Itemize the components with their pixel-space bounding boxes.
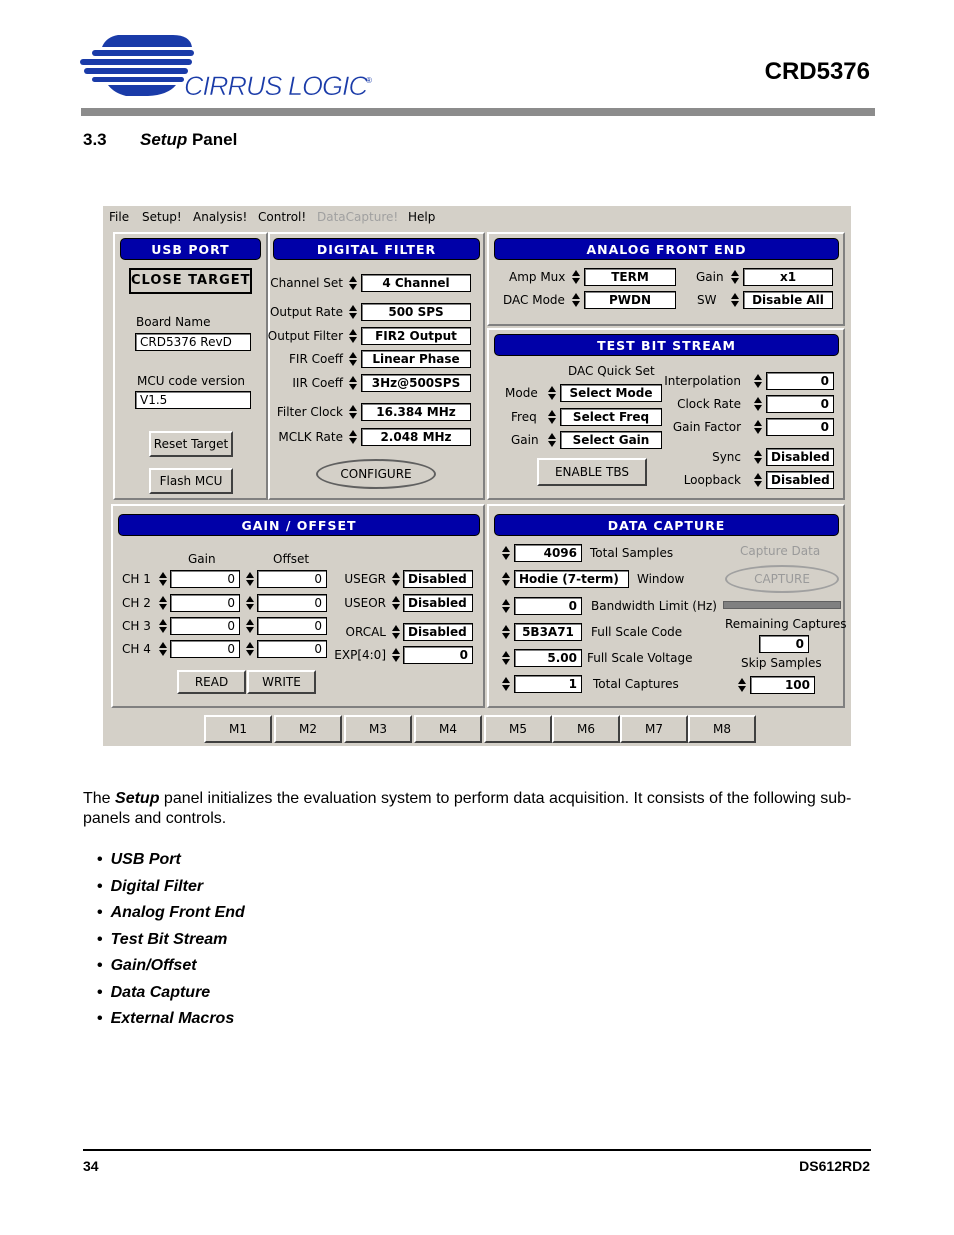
skip-samples-label: Skip Samples <box>741 656 822 670</box>
section-number: 3.3 <box>83 130 107 149</box>
exp-label: EXP[4:0] <box>334 648 386 662</box>
dac-mode-label: DAC Mode <box>503 293 565 307</box>
remaining-captures-label: Remaining Captures <box>725 617 847 631</box>
tbs-freq-field[interactable]: Select Freq <box>560 408 662 426</box>
mclk-rate-spinner[interactable] <box>348 428 359 446</box>
ch4-gain-field[interactable]: 0 <box>170 640 240 658</box>
tbs-mode-field[interactable]: Select Mode <box>560 384 662 402</box>
exp-spinner[interactable] <box>391 646 402 664</box>
test-bit-stream-panel <box>487 328 845 500</box>
useor-spinner[interactable] <box>391 594 402 612</box>
bandwidth-spinner[interactable] <box>501 597 512 615</box>
ch1-offset-field[interactable]: 0 <box>257 570 327 588</box>
tbs-mode-spinner[interactable] <box>547 384 558 402</box>
usegr-label: USEGR <box>344 572 386 586</box>
full-scale-code-spinner[interactable] <box>501 623 512 641</box>
orcal-field[interactable]: Disabled <box>403 623 473 641</box>
orcal-label: ORCAL <box>345 625 386 639</box>
total-captures-label: Total Captures <box>593 677 679 691</box>
ch2-offset-field[interactable]: 0 <box>257 594 327 612</box>
macro-m4-button[interactable]: M4 <box>414 715 482 743</box>
filter-clock-label: Filter Clock <box>276 405 343 419</box>
ch1-gain-spinner[interactable] <box>158 570 169 588</box>
footer-rule <box>83 1149 871 1151</box>
flash-mcu-button[interactable]: Flash MCU <box>149 468 233 494</box>
menu-analysis[interactable]: Analysis! <box>193 210 248 224</box>
read-button[interactable]: READ <box>177 670 246 694</box>
usegr-spinner[interactable] <box>391 570 402 588</box>
full-scale-code-field[interactable]: 5B3A71 <box>514 623 582 641</box>
menu-bar <box>103 206 851 228</box>
gain-offset-title: GAIN / OFFSET <box>118 514 480 536</box>
reset-target-button[interactable]: Reset Target <box>149 431 233 457</box>
full-scale-voltage-label: Full Scale Voltage <box>587 651 693 665</box>
section-title: Setup Panel <box>140 130 238 149</box>
fir-coeff-spinner[interactable] <box>348 350 359 368</box>
tbs-gain-label: Gain <box>511 433 539 447</box>
sync-field[interactable]: Disabled <box>766 448 834 466</box>
amp-mux-field[interactable]: TERM <box>584 268 676 286</box>
output-rate-field[interactable]: 500 SPS <box>361 303 471 321</box>
analog-front-end-panel <box>487 232 845 326</box>
mclk-rate-field[interactable]: 2.048 MHz <box>361 428 471 446</box>
window-label: Window <box>637 572 685 586</box>
ch2-gain-spinner[interactable] <box>158 594 169 612</box>
output-rate-spinner[interactable] <box>348 303 359 321</box>
macro-m7-button[interactable]: M7 <box>620 715 688 743</box>
dac-mode-spinner[interactable] <box>571 291 582 309</box>
offset-column-header: Offset <box>273 552 310 566</box>
afe-gain-field[interactable]: x1 <box>743 268 833 286</box>
ch3-gain-spinner[interactable] <box>158 617 169 635</box>
doc-title: CRD5376 <box>764 58 870 85</box>
tbs-gain-spinner[interactable] <box>547 431 558 449</box>
channel-set-field[interactable]: 4 Channel <box>361 274 471 292</box>
menu-datacapture: DataCapture! <box>317 210 399 224</box>
sync-spinner[interactable] <box>753 448 764 466</box>
configure-button[interactable]: CONFIGURE <box>316 459 436 489</box>
list-item: • Data Capture <box>97 983 211 1001</box>
orcal-spinner[interactable] <box>391 623 402 641</box>
ch3-label: CH 3 <box>122 619 151 633</box>
total-samples-field[interactable]: 4096 <box>514 544 582 562</box>
window-field[interactable]: Hodie (7-term) <box>514 570 629 588</box>
interpolation-label: Interpolation <box>664 374 741 388</box>
ch1-label: CH 1 <box>122 572 151 586</box>
output-filter-label: Output Filter <box>267 329 343 343</box>
interpolation-spinner[interactable] <box>753 372 764 390</box>
mclk-rate-label: MCLK Rate <box>278 430 343 444</box>
header-rule <box>81 108 875 116</box>
menu-file[interactable]: File <box>109 210 130 224</box>
capture-progress-bar <box>723 601 841 609</box>
fir-coeff-label: FIR Coeff <box>289 352 343 366</box>
loopback-field[interactable]: Disabled <box>766 471 834 489</box>
macro-m3-button[interactable]: M3 <box>344 715 412 743</box>
ch3-gain-field[interactable]: 0 <box>170 617 240 635</box>
mcu-version-label: MCU code version <box>137 374 246 388</box>
gain-column-header: Gain <box>188 552 216 566</box>
list-item: • Test Bit Stream <box>97 930 228 948</box>
output-filter-spinner[interactable] <box>348 327 359 345</box>
interpolation-field[interactable]: 0 <box>766 372 834 390</box>
close-target-button[interactable]: CLOSE TARGET <box>129 268 252 294</box>
logo-text: CIRRUS LOGIC <box>184 71 368 101</box>
macro-m1-button[interactable]: M1 <box>204 715 272 743</box>
dac-mode-field[interactable]: PWDN <box>584 291 676 309</box>
list-item: • External Macros <box>97 1010 235 1027</box>
sw-field[interactable]: Disable All <box>743 291 833 309</box>
exp-field[interactable]: 0 <box>403 646 473 664</box>
ch2-label: CH 2 <box>122 596 151 610</box>
macro-m5-button[interactable]: M5 <box>484 715 552 743</box>
useor-label: USEOR <box>344 596 386 610</box>
iir-coeff-label: IIR Coeff <box>292 376 343 390</box>
full-scale-voltage-field[interactable]: 5.00 <box>514 649 582 667</box>
menu-setup[interactable]: Setup! <box>142 210 182 224</box>
total-captures-spinner[interactable] <box>501 675 512 693</box>
ch4-gain-spinner[interactable] <box>158 640 169 658</box>
tbs-gain-field[interactable]: Select Gain <box>560 431 662 449</box>
capture-data-label: Capture Data <box>740 544 821 558</box>
svg-text:®: ® <box>366 76 372 85</box>
gain-offset-panel <box>111 504 485 708</box>
ch4-offset-spinner[interactable] <box>245 640 256 658</box>
sw-spinner[interactable] <box>730 291 741 309</box>
list-item: • Digital Filter <box>97 877 204 895</box>
bandwidth-label: Bandwidth Limit (Hz) <box>591 599 717 613</box>
write-button[interactable]: WRITE <box>247 670 316 694</box>
ch2-offset-spinner[interactable] <box>245 594 256 612</box>
ch1-gain-field[interactable]: 0 <box>170 570 240 588</box>
filter-clock-spinner[interactable] <box>348 403 359 421</box>
logo-swoosh-icon <box>78 33 378 103</box>
ch4-label: CH 4 <box>122 642 151 656</box>
clock-rate-spinner[interactable] <box>753 395 764 413</box>
channel-set-label: Channel Set <box>270 276 343 290</box>
ch2-gain-field[interactable]: 0 <box>170 594 240 612</box>
afe-gain-label: Gain <box>696 270 724 284</box>
setup-panel-window <box>103 206 851 746</box>
list-item: • Analog Front End <box>97 904 245 921</box>
gain-factor-spinner[interactable] <box>753 418 764 436</box>
channel-set-spinner[interactable] <box>348 274 359 292</box>
gain-factor-label: Gain Factor <box>672 420 741 434</box>
output-filter-field[interactable]: FIR2 Output <box>361 327 471 345</box>
loopback-spinner[interactable] <box>753 471 764 489</box>
tbs-freq-spinner[interactable] <box>547 408 558 426</box>
dac-quick-set-label: DAC Quick Set <box>568 364 655 378</box>
clock-rate-field[interactable]: 0 <box>766 395 834 413</box>
data-capture-panel <box>487 504 845 708</box>
skip-samples-spinner[interactable] <box>737 676 748 694</box>
list-item: • USB Port <box>97 851 181 868</box>
usegr-field[interactable]: Disabled <box>403 570 473 588</box>
tbs-mode-label: Mode <box>505 386 538 400</box>
capture-button: CAPTURE <box>725 565 839 593</box>
usb-port-title: USB PORT <box>120 238 261 260</box>
ch3-offset-spinner[interactable] <box>245 617 256 635</box>
macro-m8-button[interactable]: M8 <box>688 715 756 743</box>
macro-m2-button[interactable]: M2 <box>274 715 342 743</box>
menu-help[interactable]: Help <box>408 210 436 224</box>
doc-id: DS612RD2 <box>799 1158 870 1174</box>
page-number: 34 <box>83 1158 99 1174</box>
enable-tbs-button[interactable]: ENABLE TBS <box>537 458 647 486</box>
digital-filter-panel <box>268 232 485 500</box>
full-scale-code-label: Full Scale Code <box>591 625 683 639</box>
macro-m6-button[interactable]: M6 <box>552 715 620 743</box>
digital-filter-title: DIGITAL FILTER <box>273 238 480 260</box>
board-name-label: Board Name <box>136 315 211 329</box>
analog-front-end-title: ANALOG FRONT END <box>494 238 839 260</box>
test-bit-stream-title: TEST BIT STREAM <box>494 334 839 356</box>
clock-rate-label: Clock Rate <box>677 397 741 411</box>
total-samples-spinner[interactable] <box>501 544 512 562</box>
skip-samples-field[interactable]: 100 <box>750 676 815 694</box>
ch3-offset-field[interactable]: 0 <box>257 617 327 635</box>
fir-coeff-field[interactable]: Linear Phase <box>361 350 471 368</box>
bandwidth-field[interactable]: 0 <box>514 597 582 615</box>
useor-field[interactable]: Disabled <box>403 594 473 612</box>
amp-mux-spinner[interactable] <box>571 268 582 286</box>
tbs-freq-label: Freq <box>511 410 537 424</box>
list-item: • Gain/Offset <box>97 957 197 974</box>
menu-control[interactable]: Control! <box>258 210 307 224</box>
output-rate-label: Output Rate <box>269 305 343 319</box>
intro-paragraph: The Setup panel initializes the evaluation system to perform data acquisition. It consists of the following sub-panels and controls. <box>83 790 852 827</box>
total-captures-field[interactable]: 1 <box>514 675 582 693</box>
full-scale-voltage-spinner[interactable] <box>501 649 512 667</box>
ch4-offset-field[interactable]: 0 <box>257 640 327 658</box>
loopback-label: Loopback <box>683 473 741 487</box>
company-logo <box>78 33 378 103</box>
window-spinner[interactable] <box>501 570 512 588</box>
afe-gain-spinner[interactable] <box>730 268 741 286</box>
iir-coeff-field[interactable]: 3Hz@500SPS <box>361 374 471 392</box>
filter-clock-field[interactable]: 16.384 MHz <box>361 403 471 421</box>
gain-factor-field[interactable]: 0 <box>766 418 834 436</box>
amp-mux-label: Amp Mux <box>509 270 566 284</box>
sync-label: Sync <box>712 450 741 464</box>
data-capture-title: DATA CAPTURE <box>494 514 839 536</box>
sub-panel-list <box>97 850 245 1036</box>
mcu-version-field[interactable]: V1.5 <box>135 391 251 409</box>
sw-label: SW <box>697 293 717 307</box>
usb-port-panel <box>113 232 268 500</box>
iir-coeff-spinner[interactable] <box>348 374 359 392</box>
remaining-captures-field: 0 <box>759 635 809 653</box>
ch1-offset-spinner[interactable] <box>245 570 256 588</box>
board-name-field[interactable]: CRD5376 RevD <box>135 333 251 351</box>
total-samples-label: Total Samples <box>590 546 674 560</box>
